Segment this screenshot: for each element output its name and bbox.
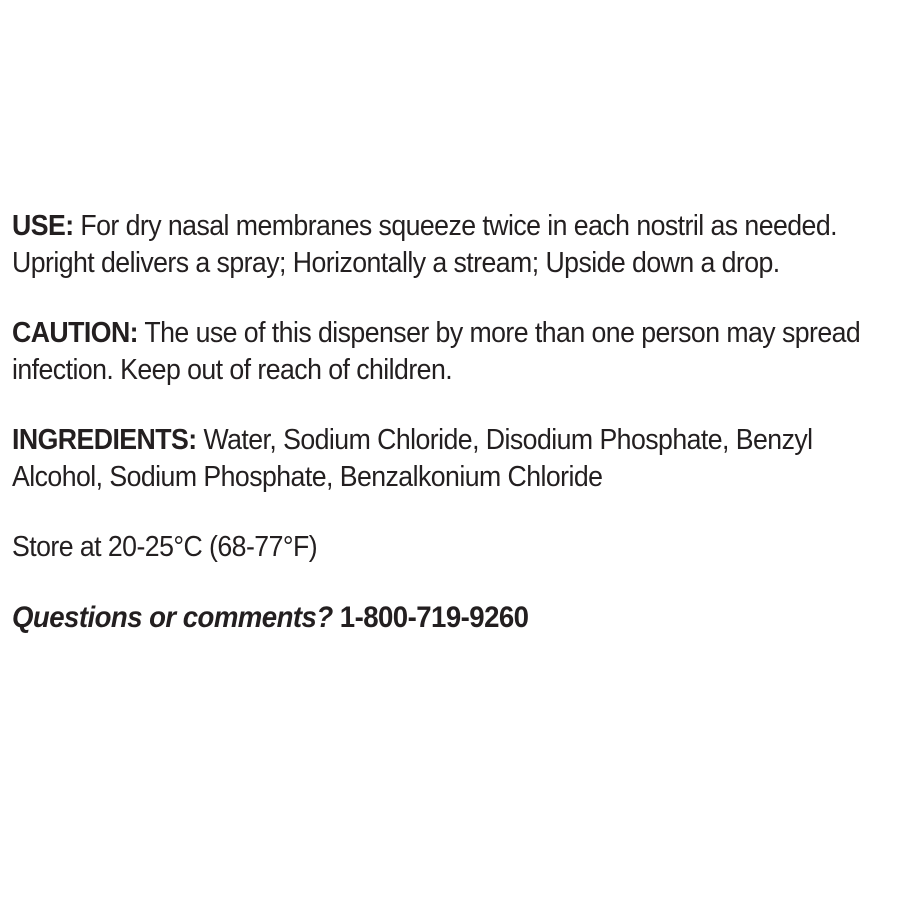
caution-text: The use of this dispenser by more than one person may spread infection. Keep out of reach of children. (12, 317, 861, 386)
contact-question: Questions or comments? (12, 601, 333, 634)
storage-section (12, 529, 895, 566)
use-section (12, 208, 895, 282)
product-label-panel (12, 208, 892, 636)
ingredients-text: Water, Sodium Chloride, Disodium Phosphate, Benzyl Alcohol, Sodium Phosphate, Benzalkonium Chloride (12, 424, 813, 493)
use-heading: USE: (12, 210, 74, 242)
use-text: For dry nasal membranes squeeze twice in each nostril as needed. Upright delivers a spray; Horizontally a stream; Upside down a drop. (12, 210, 837, 279)
ingredients-section (12, 422, 895, 496)
ingredients-heading: INGREDIENTS: (12, 424, 197, 456)
caution-section (12, 315, 895, 389)
storage-text: Store at 20-25°C (68-77°F) (12, 531, 318, 563)
contact-phone: 1-800-719-9260 (332, 601, 529, 634)
contact-section (12, 599, 895, 636)
caution-heading: CAUTION: (12, 317, 139, 349)
